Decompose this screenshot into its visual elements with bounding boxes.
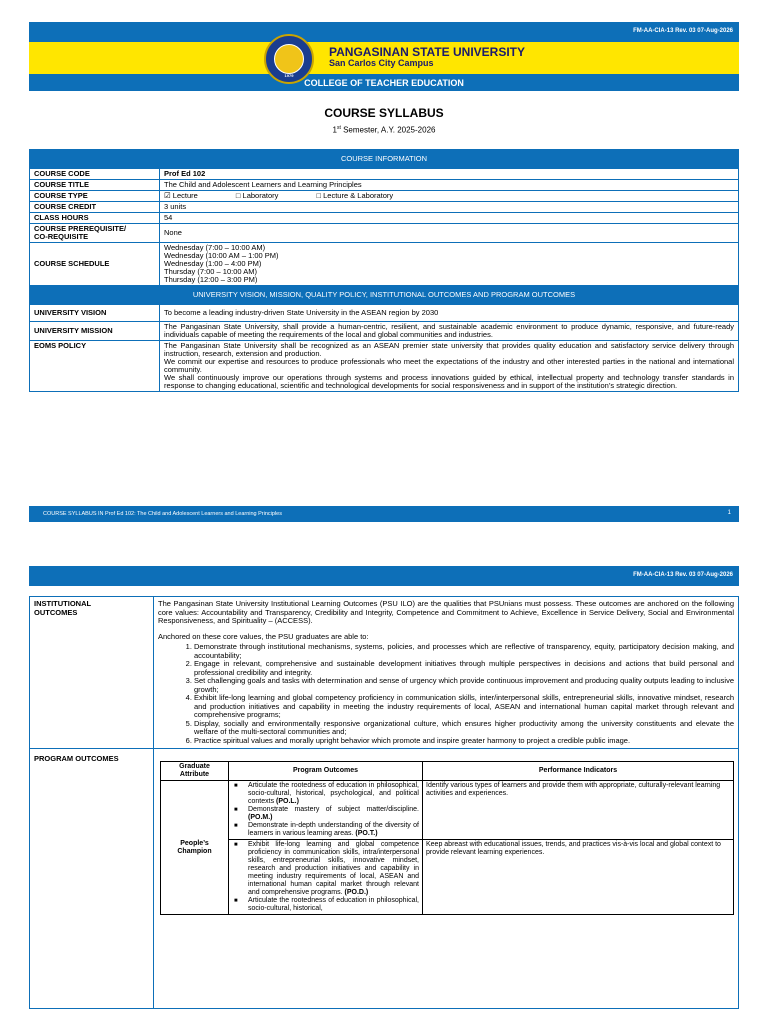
program-outcomes-cell — [154, 749, 739, 1009]
list-item: ■ Demonstrate mastery of subject matter/discipline. (PO.M.) — [232, 806, 419, 822]
course-schedule-label: COURSE SCHEDULE — [30, 242, 160, 285]
list-item: 5. Display, socially and environmentally responsive organizational culture, which ensures higher productivity among the university constituents and elevate the welfare of the multi-sectoral communities and; — [194, 720, 734, 737]
footer-text: COURSE SYLLABUS IN Prof Ed 102: The Child and Adolescent Learners and Learning Principles — [43, 511, 282, 517]
course-type-options — [160, 190, 739, 201]
form-code: FM-AA-CIA-13 Rev. 03 07-Aug-2026 — [633, 28, 733, 34]
program-outcomes-label: PROGRAM OUTCOMES — [30, 749, 154, 1009]
course-information-table — [29, 149, 739, 392]
vmgo-heading: UNIVERSITY VISION, MISSION, QUALITY POLICY, INSTITUTIONAL OUTCOMES AND PROGRAM OUTCOMES — [30, 285, 739, 304]
course-title: The Child and Adolescent Learners and Learning Principles — [160, 179, 739, 190]
vision-text: To become a leading industry-driven State University in the ASEAN region by 2030 — [160, 304, 739, 321]
schedule-item: Wednesday (7:00 – 10:00 AM) — [164, 242, 266, 252]
list-item: 2. Engage in relevant, comprehensive and sustainable development initiatives through multiple perspectives in decisions and actions that build personal and professional credibility and integrity. — [194, 660, 734, 677]
graduate-attribute: People’s Champion — [161, 781, 229, 915]
graduate-attribute-header: Graduate Attribute — [161, 762, 229, 781]
vision-label: UNIVERSITY VISION — [30, 304, 160, 321]
course-credit-label: COURSE CREDIT — [30, 201, 160, 212]
performance-indicators-header: Performance Indicators — [423, 762, 734, 781]
class-hours-label: CLASS HOURS — [30, 212, 160, 223]
university-seal-icon: 1979 — [264, 34, 314, 84]
institutional-outcomes-label: INSTITUTIONAL OUTCOMES — [30, 597, 154, 749]
mission-label: UNIVERSITY MISSION — [30, 321, 160, 340]
performance-indicator-1: Identify various types of learners and provide them with appropriate, culturally-relevant learning activities and experiences. — [423, 781, 734, 840]
list-item: 3. Set challenging goals and tasks with determination and sense of urgency which provide continuous improvement and producing quality outputs leading to inclusive growth; — [194, 677, 734, 694]
ilo-list — [176, 643, 734, 745]
syllabus-page-2 — [29, 566, 739, 1026]
syllabus-page-1 — [29, 22, 739, 522]
schedule-item: Thursday (7:00 – 10:00 AM) — [164, 266, 257, 276]
page-number: 1 — [727, 510, 731, 516]
list-item: 4. Exhibit life-long learning and global competency proficiency in communication skills, inter/interpersonal skills, entrepreneurial skills, innovative mindset, research and production initiatives and capability in meeting the industry requirements of local, ASEAN and international human capital market through relevant and comprehensive programs; — [194, 694, 734, 720]
mission-text: The Pangasinan State University, shall provide a human-centric, resilient, and sustainable academic environment to produce dynamic, responsive, and future-ready individuals capable of meeting the requirements of the local and global communities and industries. — [160, 321, 739, 340]
list-item: ■ Articulate the rootedness of education in philosophical, socio-cultural, historical, psychological, and political contexts (PO.L.) — [232, 782, 419, 806]
course-code: Prof Ed 102 — [160, 168, 739, 179]
page-footer — [29, 506, 739, 522]
campus-name: San Carlos City Campus — [329, 58, 434, 68]
program-outcomes-table — [160, 761, 734, 915]
university-name: PANGASINAN STATE UNIVERSITY — [329, 45, 526, 59]
list-item: ■ Articulate the rootedness of education in philosophical, socio-cultural, historical, — [232, 897, 419, 913]
program-outcomes-group-1 — [229, 781, 423, 840]
course-info-heading: COURSE INFORMATION — [30, 149, 739, 168]
eoms-label: EOMS POLICY — [30, 340, 160, 391]
university-banner — [29, 42, 739, 78]
outcomes-table — [29, 596, 739, 1009]
form-code-bar — [29, 22, 739, 42]
ilo-intro: The Pangasinan State University Institutional Learning Outcomes (PSU ILO) are the qualities that PSUnians must possess. These outcomes are anchored on the following core values: Accountability and Transparency, Credibility and Integrity, Competence and Commitment to Achieve, Excellence in Service Delivery, Social and Environmental Responsiveness, and Spirituality – (ACCESS). — [158, 599, 734, 625]
prerequisite: None — [160, 223, 739, 242]
course-schedule — [160, 242, 739, 285]
document-title: COURSE SYLLABUS — [324, 106, 444, 120]
program-outcomes-group-2 — [229, 840, 423, 915]
list-item: 6. Practice spiritual values and morally upright behavior which promote and inspire greater harmony to project a credible public image. — [194, 737, 734, 746]
prerequisite-label: COURSE PREREQUISITE/ CO-REQUISITE — [30, 223, 160, 242]
form-code-bar — [29, 566, 739, 586]
program-outcomes-header: Program Outcomes — [229, 762, 423, 781]
course-credit: 3 units — [160, 201, 739, 212]
college-name: COLLEGE OF TEACHER EDUCATION — [29, 74, 739, 91]
list-item: ■ Exhibit life-long learning and global competence proficiency in communication skills, intra/interpersonal skills, entrepreneurial skills, innovative mindset, research and production initiatives and capability in meeting industry requirements of local, ASEAN and international human capital market through relevant and comprehensive programs. (PO.D.) — [232, 841, 419, 897]
laboratory-checkbox: □ Laboratory — [235, 190, 279, 200]
schedule-item: Wednesday (10:00 AM – 1:00 PM) — [164, 250, 279, 260]
class-hours: 54 — [160, 212, 739, 223]
eoms-text: The Pangasinan State University shall be recognized as an ASEAN premier state university that provides quality education and satisfactory service delivery through instruction, research, extension and production. We commit our expertise and resources to produce professionals who meet the expectations of the industry and other interested parties in the national and international community. We shall continuously improve our operations through systems and process innovations guided by ethical, intellectual property and technology transfer standards in response to changing educational, scientific and technological developments for social responsiveness and in support of the institution’s strategic direction. — [160, 340, 739, 391]
ilo-anchor: Anchored on these core values, the PSU graduates are able to: — [158, 631, 369, 641]
course-title-label: COURSE TITLE — [30, 179, 160, 190]
course-type-label: COURSE TYPE — [30, 190, 160, 201]
list-item: 1. Demonstrate through institutional mechanisms, systems, policies, and processes which are reflective of transparency, equity, participatory decision making, and accountability; — [194, 643, 734, 660]
schedule-item: Wednesday (1:00 – 4:00 PM) — [164, 258, 262, 268]
semester-line: 1st Semester, A.Y. 2025-2026 — [332, 125, 436, 135]
lecture-laboratory-checkbox: □ Lecture & Laboratory — [316, 190, 394, 200]
schedule-item: Thursday (12:00 – 3:00 PM) — [164, 274, 258, 284]
list-item: ■ Demonstrate in-depth understanding of the diversity of learners in various learning areas. (PO.T.) — [232, 822, 419, 838]
lecture-checkbox: ☑ Lecture — [164, 190, 198, 200]
institutional-outcomes — [154, 597, 739, 749]
form-code: FM-AA-CIA-13 Rev. 03 07-Aug-2026 — [633, 572, 733, 578]
performance-indicator-2: Keep abreast with educational issues, trends, and practices vis-à-vis local and global context to provide relevant learning experiences. — [423, 840, 734, 915]
course-code-label: COURSE CODE — [30, 168, 160, 179]
